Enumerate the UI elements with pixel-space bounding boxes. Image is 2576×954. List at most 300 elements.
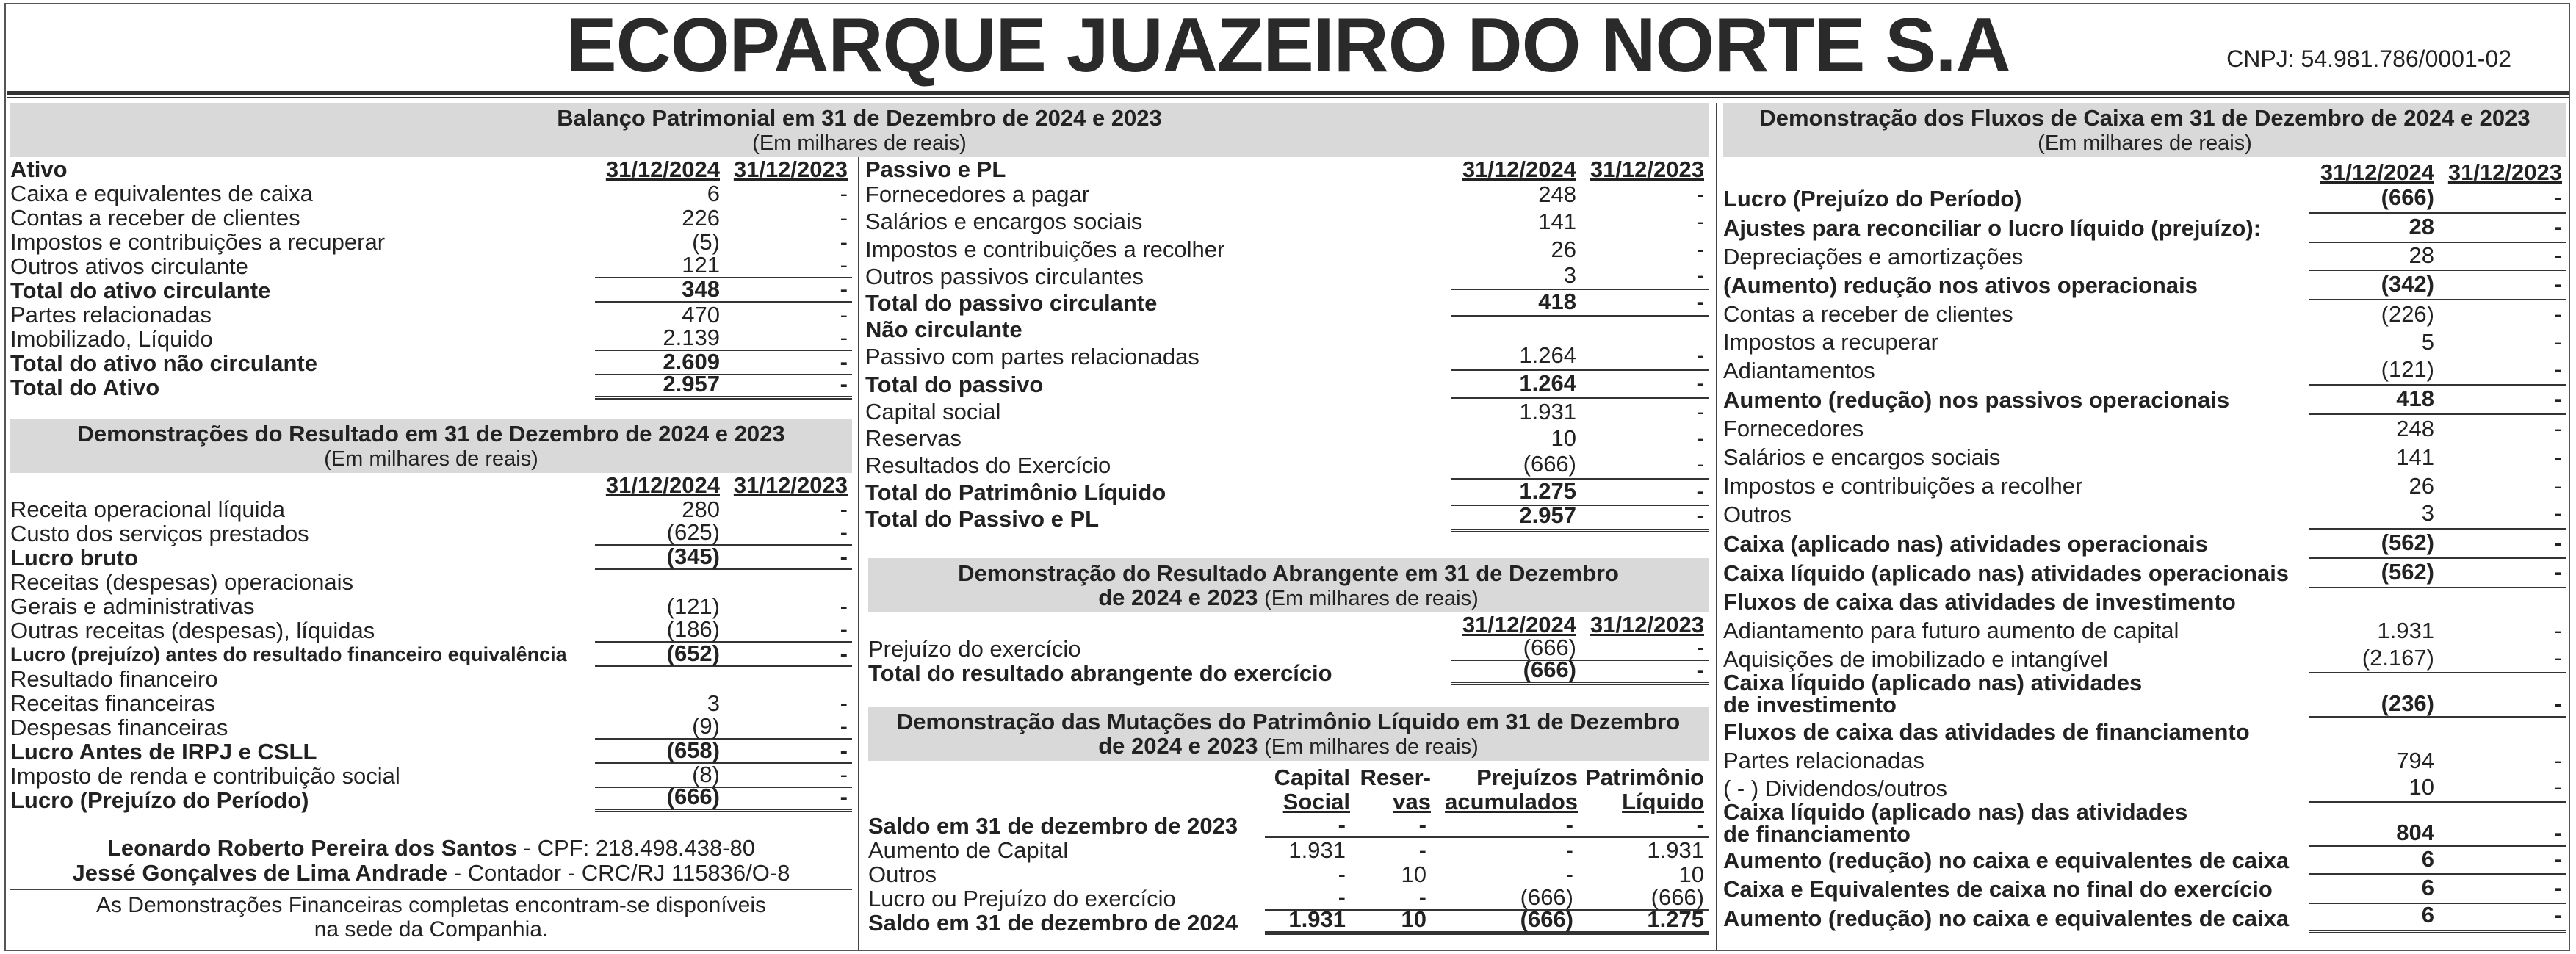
- balanco-title: Balanço Patrimonial em 31 de Dezembro de 2024 e 2023: [557, 105, 1162, 131]
- passivo-header-row: [865, 157, 1709, 181]
- dmpl-cell: -: [1265, 812, 1350, 838]
- dfc-value-2023: -: [2439, 644, 2566, 673]
- dfc-value-2024: (562): [2309, 557, 2439, 588]
- company-title: ECOPARQUE JUAZEIRO DO NORTE S.A: [566, 3, 2010, 88]
- dfc-row: [1723, 184, 2566, 214]
- company-cnpj: CNPJ: 54.981.786/0001-02: [2226, 46, 2511, 72]
- ativo-value-2023: -: [840, 302, 848, 328]
- dre-value-2024: (121): [666, 593, 720, 619]
- dmpl-col-capital: Capital Social: [1274, 765, 1350, 814]
- dfc-value-2024: (236): [2309, 691, 2439, 718]
- column-divider: [1716, 103, 1717, 950]
- dra-header: [868, 558, 1709, 612]
- passivo-row-label: Total do passivo circulante: [865, 290, 1158, 316]
- passivo-value-2023: -: [1581, 262, 1709, 290]
- dfc-value-2024: 804: [2309, 820, 2439, 847]
- ativo-row-label: Outros ativos circulante: [10, 253, 248, 279]
- passivo-row: [865, 236, 1709, 264]
- dfc-row-label: ( - ) Dividendos/outros: [1723, 776, 1947, 801]
- footer-note-2: na sede da Companhia.: [314, 917, 549, 942]
- passivo-value-2024: 418: [1451, 289, 1581, 317]
- dfc-row: [1723, 386, 2566, 415]
- dmpl-title-2: de 2024 e 2023: [1098, 733, 1258, 759]
- dre-row-label: Outras receitas (despesas), líquidas: [10, 618, 375, 643]
- passivo-row: [865, 425, 1709, 452]
- dfc-value-2023: -: [2439, 873, 2566, 904]
- dre-title: Demonstrações do Resultado em 31 de Dezembro de 2024 e 2023: [77, 421, 785, 447]
- signature-divider: [10, 889, 852, 890]
- dmpl-header: [868, 707, 1709, 761]
- passivo-value-2024: (666): [1451, 450, 1581, 480]
- dra-value-2023: -: [1581, 657, 1709, 685]
- column-divider: [858, 103, 859, 950]
- dfc-row: [1723, 415, 2566, 443]
- dra-value-2024: (666): [1451, 635, 1581, 661]
- dre-row-label: Receita operacional líquida: [10, 496, 285, 522]
- balanco-subtitle: (Em milhares de reais): [752, 131, 967, 155]
- passivo-value-2023: -: [1696, 209, 1704, 234]
- dre-row: [10, 715, 852, 740]
- dre-value-2024: (9): [595, 714, 724, 740]
- dfc-row-label: Fluxos de caixa das atividades de financiamento: [1723, 719, 2250, 745]
- dfc-section: [1723, 103, 2566, 933]
- ativo-row: [10, 303, 852, 327]
- dmpl-cell: 1.931: [1647, 837, 1704, 863]
- passivo-value-2023: -: [1581, 289, 1709, 317]
- dre-header-2023: 31/12/2023: [733, 472, 848, 498]
- dmpl-title-1: Demonstração das Mutações do Patrimônio Líquido em 31 de Dezembro: [896, 709, 1681, 734]
- dmpl-row: [868, 862, 1709, 886]
- passivo-row: [865, 264, 1709, 290]
- ativo-row-label: Imobilizado, Líquido: [10, 326, 213, 352]
- header-rule-thin: [7, 97, 2569, 98]
- dfc-row-label: Lucro (Prejuízo do Período): [1723, 186, 2022, 212]
- dfc-row: [1723, 472, 2566, 500]
- dfc-row-label: Contas a receber de clientes: [1723, 301, 2013, 327]
- dfc-value-2023: -: [2439, 557, 2566, 588]
- dre-value-2024: (658): [595, 738, 724, 764]
- dfc-value-2023: -: [2439, 270, 2566, 300]
- dfc-row-label: Aumento (redução) no caixa e equivalentes de caixa: [1723, 906, 2290, 931]
- passivo-value-2024: 2.957: [1451, 502, 1581, 532]
- dre-value-2023: -: [724, 762, 852, 788]
- ativo-value-2024: 348: [595, 277, 724, 303]
- dfc-row: [1723, 243, 2566, 271]
- dfc-row: [1723, 616, 2566, 646]
- ativo-value-2023: -: [840, 205, 848, 231]
- dmpl-row: [868, 906, 1709, 936]
- dre-value-2023: -: [724, 738, 852, 764]
- dre-value-2023: -: [724, 544, 852, 570]
- passivo-value-2023: -: [1581, 450, 1709, 480]
- passivo-value-2024: 1.275: [1451, 478, 1581, 506]
- ativo-table: [10, 157, 852, 400]
- dmpl-section: [868, 707, 1709, 935]
- dfc-header-2024: 31/12/2024: [2320, 159, 2434, 185]
- dmpl-row-label: Saldo em 31 de dezembro de 2024: [868, 910, 1238, 936]
- dmpl-col-patrimonio: Patrimônio Líquido: [1585, 765, 1704, 814]
- dre-row: [10, 570, 852, 594]
- dmpl-row-label: Lucro ou Prejuízo do exercício: [868, 886, 1176, 911]
- dfc-value-2024: 1.931: [2377, 618, 2434, 643]
- dre-row: [10, 618, 852, 643]
- dra-row-label: Prejuízo do exercício: [868, 636, 1081, 662]
- passivo-value-2024: 1.931: [1519, 399, 1576, 424]
- passivo-value-2023: -: [1581, 369, 1709, 399]
- dre-section: [10, 419, 852, 812]
- dmpl-cell: 1.931: [1288, 837, 1346, 863]
- dfc-row-label: Caixa líquido (aplicado nas) das atividades: [1723, 799, 2188, 825]
- dfc-value-2023: -: [2439, 212, 2566, 243]
- dre-row-label: Receitas (despesas) operacionais: [10, 569, 353, 595]
- dre-header: [10, 419, 852, 473]
- ativo-row-label: Contas a receber de clientes: [10, 205, 300, 231]
- dfc-value-2024: (562): [2309, 528, 2439, 559]
- dfc-row-label: de investimento: [1723, 692, 1897, 718]
- dfc-value-2023: -: [2439, 242, 2566, 271]
- dfc-value-2023: -: [2554, 416, 2562, 441]
- ativo-value-2023: -: [724, 325, 852, 351]
- ativo-row: [10, 230, 852, 254]
- dre-row: [10, 691, 852, 715]
- dfc-value-2024: 6: [2309, 873, 2439, 904]
- dfc-title: Demonstração dos Fluxos de Caixa em 31 de Dezembro de 2024 e 2023: [1759, 105, 2530, 131]
- dfc-value-2024: 6: [2309, 900, 2439, 933]
- dfc-value-2023: -: [2439, 820, 2566, 847]
- dfc-row-label: Impostos e contribuições a recolher: [1723, 473, 2083, 499]
- ativo-header-2023: 31/12/2023: [733, 156, 848, 182]
- dfc-row: [1723, 271, 2566, 300]
- dmpl-row-label: Aumento de Capital: [868, 837, 1069, 863]
- dre-row: [10, 543, 852, 571]
- passivo-row: [865, 208, 1709, 236]
- dre-row: [10, 497, 852, 521]
- footer-note-1: As Demonstrações Financeiras completas encontram-se disponíveis: [95, 893, 767, 917]
- dfc-row: [1723, 747, 2566, 775]
- dfc-row: [1723, 443, 2566, 472]
- ativo-value-2024: 2.139: [595, 325, 724, 351]
- dre-value-2023: -: [840, 496, 848, 522]
- dfc-row-label: Depreciações e amortizações: [1723, 244, 2024, 270]
- passivo-value-2024: 1.264: [1451, 342, 1581, 371]
- dfc-row: [1723, 718, 2566, 747]
- ativo-row-label: Caixa e equivalentes de caixa: [10, 181, 313, 206]
- dfc-value-2023: -: [2439, 845, 2566, 875]
- dfc-value-2024: 26: [2409, 473, 2434, 499]
- dre-value-2023: -: [840, 593, 848, 619]
- dre-row: [10, 737, 852, 765]
- dmpl-cell: 1.931: [1265, 907, 1350, 935]
- dfc-value-2024: (226): [2381, 301, 2434, 327]
- passivo-row-label: Total do Passivo e PL: [865, 506, 1100, 532]
- dre-value-2024: 3: [707, 690, 720, 716]
- dra-value-2023: -: [1581, 635, 1709, 661]
- dre-value-2023: -: [724, 641, 852, 667]
- dfc-value-2023: -: [2439, 900, 2566, 933]
- dmpl-cell: 10: [1401, 861, 1426, 887]
- passivo-row-label: Capital social: [865, 399, 1001, 424]
- dmpl-row-label: Outros: [868, 861, 937, 887]
- balanco-header: [10, 103, 1709, 157]
- passivo-row: [865, 343, 1709, 371]
- dfc-value-2023: -: [2439, 528, 2566, 559]
- dmpl-row: [868, 814, 1709, 838]
- dfc-value-2024: 10: [2309, 773, 2439, 803]
- passivo-row-label: Total do passivo: [865, 372, 1044, 397]
- dfc-value-2024: (342): [2309, 270, 2439, 300]
- dmpl-cell: -: [1350, 812, 1431, 838]
- dra-value-2024: (666): [1451, 657, 1581, 685]
- dmpl-cell: 10: [1350, 907, 1431, 935]
- ativo-value-2024: 226: [682, 205, 720, 231]
- passivo-row-label: Resultados do Exercício: [865, 452, 1111, 478]
- ativo-row: [10, 181, 852, 206]
- dmpl-row: [868, 838, 1709, 862]
- signature-line-2: [10, 861, 852, 886]
- ativo-row-label: Partes relacionadas: [10, 302, 212, 328]
- dfc-row: [1723, 300, 2566, 328]
- dfc-row-label: Fluxos de caixa das atividades de investimento: [1723, 589, 2236, 615]
- passivo-row-label: Passivo com partes relacionadas: [865, 344, 1199, 369]
- dra-header-2024: 31/12/2024: [1462, 612, 1576, 637]
- passivo-value-2024: 10: [1551, 425, 1576, 451]
- ativo-header-2024: 31/12/2024: [605, 156, 720, 182]
- passivo-table: [865, 157, 1709, 532]
- dfc-row-label: Ajustes para reconciliar o lucro líquido (prejuízo):: [1723, 215, 2262, 241]
- dfc-value-2024: 794: [2396, 748, 2434, 773]
- dfc-row: [1723, 500, 2566, 530]
- dfc-row-label: Impostos a recuperar: [1723, 329, 1938, 355]
- dmpl-cell: (666): [1431, 907, 1578, 935]
- passivo-row-label: Salários e encargos sociais: [865, 209, 1143, 234]
- dfc-row-label: de financiamento: [1723, 821, 1911, 847]
- header-rule: [7, 91, 2569, 95]
- ativo-row: [10, 371, 852, 400]
- dmpl-cell: -: [1565, 837, 1573, 863]
- balanco-section: [10, 103, 1709, 157]
- dmpl-subtitle: (Em milhares de reais): [1264, 735, 1479, 759]
- dfc-row-label: Outros: [1723, 502, 1792, 527]
- passivo-row: [865, 317, 1709, 343]
- dfc-row: [1723, 822, 2566, 847]
- ativo-value-2023: -: [724, 253, 852, 278]
- ativo-header-label: Ativo: [10, 156, 68, 182]
- ativo-row: [10, 206, 852, 230]
- ativo-value-2024: 121: [595, 253, 724, 278]
- dmpl-cell: 1.275: [1578, 907, 1709, 935]
- dfc-header-row: [1723, 160, 2566, 184]
- dfc-value-2024: 5: [2421, 329, 2434, 355]
- dra-section: [868, 558, 1709, 685]
- ativo-value-2024: (5): [692, 229, 720, 255]
- ativo-value-2024: 470: [682, 302, 720, 328]
- ativo-value-2023: -: [840, 181, 848, 206]
- dfc-value-2024: 6: [2309, 845, 2439, 875]
- dra-row: [868, 657, 1709, 686]
- passivo-value-2024: 26: [1551, 236, 1576, 262]
- dfc-value-2023: -: [2439, 355, 2566, 386]
- dfc-row-label: (Aumento) redução nos ativos operacionais: [1723, 272, 2198, 298]
- dfc-value-2023: -: [2439, 183, 2566, 214]
- dmpl-cell: -: [1338, 861, 1346, 887]
- dfc-header-2023: 31/12/2023: [2447, 159, 2562, 185]
- dfc-value-2023: -: [2439, 499, 2566, 530]
- ativo-row-label: Impostos e contribuições a recuperar: [10, 229, 386, 255]
- dmpl-col-prejuizos: Prejuízos acumulados: [1445, 765, 1578, 814]
- dfc-row-label: Aumento (redução) nos passivos operacionais: [1723, 387, 2230, 413]
- dra-row-label: Total do resultado abrangente do exercício: [868, 660, 1332, 686]
- dra-subtitle: (Em milhares de reais): [1264, 587, 1479, 610]
- dfc-value-2024: (121): [2309, 355, 2439, 386]
- passivo-header-2024: 31/12/2024: [1462, 156, 1576, 182]
- dfc-value-2024: 248: [2396, 416, 2434, 441]
- dre-value-2024: 280: [682, 496, 720, 522]
- ativo-row: [10, 327, 852, 351]
- dfc-row: [1723, 214, 2566, 243]
- dfc-row-label: Adiantamento para futuro aumento de capital: [1723, 618, 2179, 643]
- dfc-row-label: Caixa líquido (aplicado nas) atividades operacionais: [1723, 560, 2290, 586]
- signer-2-name: Jessé Gonçalves de Lima Andrade: [72, 860, 448, 886]
- dfc-value-2023: -: [2554, 444, 2562, 470]
- ativo-value-2024: 2.609: [595, 350, 724, 375]
- passivo-value-2023: -: [1696, 399, 1704, 424]
- dre-subtitle: (Em milhares de reais): [324, 447, 538, 471]
- dre-row-label: Lucro Antes de IRPJ e CSLL: [10, 739, 317, 765]
- dfc-row: [1723, 356, 2566, 386]
- ativo-row-label: Total do ativo não circulante: [10, 350, 317, 376]
- dfc-value-2023: -: [2554, 329, 2562, 355]
- dre-value-2024: (8): [595, 762, 724, 788]
- passivo-row: [865, 290, 1709, 317]
- dre-row: [10, 594, 852, 618]
- dre-row-label: Custo dos serviços prestados: [10, 521, 309, 546]
- passivo-value-2024: 1.264: [1451, 369, 1581, 399]
- dre-row-label: Gerais e administrativas: [10, 593, 255, 619]
- dfc-row-label: Caixa (aplicado nas) atividades operacionais: [1723, 531, 2208, 557]
- ativo-row-label: Total do Ativo: [10, 375, 160, 400]
- passivo-row: [865, 371, 1709, 399]
- dre-value-2023: -: [724, 617, 852, 643]
- dfc-row-label: Salários e encargos sociais: [1723, 444, 2001, 470]
- dfc-value-2024: 28: [2309, 212, 2439, 243]
- ativo-value-2023: -: [724, 372, 852, 400]
- ativo-row-label: Total do ativo circulante: [10, 278, 271, 303]
- dre-value-2023: -: [840, 690, 848, 716]
- passivo-row-label: Impostos e contribuições a recolher: [865, 236, 1225, 262]
- passivo-header-label: Passivo e PL: [865, 156, 1006, 182]
- dfc-row: [1723, 875, 2566, 904]
- dre-value-2024: (652): [595, 641, 724, 667]
- dmpl-cell: -: [1578, 812, 1709, 838]
- ativo-header-row: [10, 157, 852, 181]
- dfc-row: [1723, 904, 2566, 933]
- dra-title-2: de 2024 e 2023: [1098, 585, 1258, 610]
- dfc-row-label: Fornecedores: [1723, 416, 1864, 441]
- dre-value-2024: (666): [595, 784, 724, 812]
- dre-row: [10, 521, 852, 546]
- passivo-row-label: Não circulante: [865, 317, 1022, 342]
- dmpl-row-label: Saldo em 31 de dezembro de 2023: [868, 813, 1238, 839]
- dre-row-label: Imposto de renda e contribuição social: [10, 763, 400, 789]
- dre-row-label: Receitas financeiras: [10, 690, 216, 716]
- dfc-value-2023: -: [2554, 473, 2562, 499]
- passivo-row: [865, 452, 1709, 480]
- dfc-row: [1723, 799, 2566, 825]
- dmpl-cell: (666): [1431, 885, 1578, 911]
- signer-2-details: - Contador - CRC/RJ 115836/O-8: [447, 860, 790, 886]
- signature-line-1: [10, 836, 852, 861]
- dfc-row-label: Caixa e Equivalentes de caixa no final do exercício: [1723, 876, 2273, 902]
- dre-row-label: Resultado financeiro: [10, 666, 218, 692]
- dmpl-cell: -: [1431, 812, 1578, 838]
- dfc-value-2023: -: [2554, 301, 2562, 327]
- dmpl-cell: -: [1350, 885, 1431, 911]
- dre-row-label: Lucro bruto: [10, 545, 138, 571]
- dre-value-2023: -: [724, 784, 852, 812]
- dfc-row-label: Partes relacionadas: [1723, 748, 1924, 773]
- passivo-value-2023: -: [1581, 342, 1709, 371]
- dfc-row: [1723, 670, 2566, 695]
- dfc-row: [1723, 328, 2566, 356]
- ativo-value-2023: -: [724, 277, 852, 303]
- dfc-row: [1723, 690, 2566, 718]
- passivo-value-2023: -: [1696, 425, 1704, 451]
- dmpl-cell: -: [1418, 837, 1426, 863]
- dmpl-col-reservas: Reser- vas: [1360, 765, 1431, 814]
- passivo-value-2024: 248: [1538, 181, 1576, 207]
- dfc-value-2023: -: [2554, 618, 2562, 643]
- ativo-row: [10, 254, 852, 278]
- dfc-value-2024: 3: [2309, 499, 2439, 530]
- dre-header-2024: 31/12/2024: [605, 472, 720, 498]
- passivo-value-2023: -: [1696, 236, 1704, 262]
- dre-value-2023: -: [724, 714, 852, 740]
- dfc-value-2024: (666): [2309, 183, 2439, 214]
- dfc-value-2023: -: [2554, 748, 2562, 773]
- dre-row: [10, 667, 852, 691]
- dra-header-2023: 31/12/2023: [1590, 612, 1704, 637]
- signatures-block: [10, 836, 852, 942]
- signer-1-name: Leonardo Roberto Pereira dos Santos: [107, 835, 518, 861]
- dfc-value-2023: -: [2439, 384, 2566, 415]
- dfc-row: [1723, 530, 2566, 559]
- dfc-row-label: Caixa líquido (aplicado nas) atividades: [1723, 670, 2143, 695]
- passivo-value-2023: -: [1696, 181, 1704, 207]
- dre-header-row: [10, 473, 852, 497]
- dfc-row-label: Adiantamentos: [1723, 358, 1875, 383]
- ativo-row: [10, 278, 852, 303]
- dmpl-cell: -: [1265, 885, 1350, 911]
- passivo-header-2023: 31/12/2023: [1590, 156, 1704, 182]
- dfc-row: [1723, 847, 2566, 875]
- passivo-row-label: Outros passivos circulantes: [865, 264, 1144, 289]
- dfc-value-2023: -: [2439, 691, 2566, 718]
- dfc-value-2023: -: [2439, 773, 2566, 803]
- dfc-row: [1723, 588, 2566, 616]
- dfc-header: [1723, 103, 2566, 157]
- dre-value-2024: (186): [595, 617, 724, 643]
- dfc-row-label: Aquisições de imobilizado e intangível: [1723, 646, 2108, 672]
- dre-value-2023: -: [724, 520, 852, 546]
- dre-row: [10, 640, 852, 667]
- passivo-row: [865, 181, 1709, 208]
- dfc-value-2024: 28: [2309, 242, 2439, 271]
- passivo-value-2023: -: [1581, 502, 1709, 532]
- dfc-row: [1723, 559, 2566, 588]
- dmpl-column-headers: [868, 765, 1709, 814]
- passivo-value-2024: 141: [1538, 209, 1576, 234]
- ativo-value-2024: 2.957: [595, 372, 724, 400]
